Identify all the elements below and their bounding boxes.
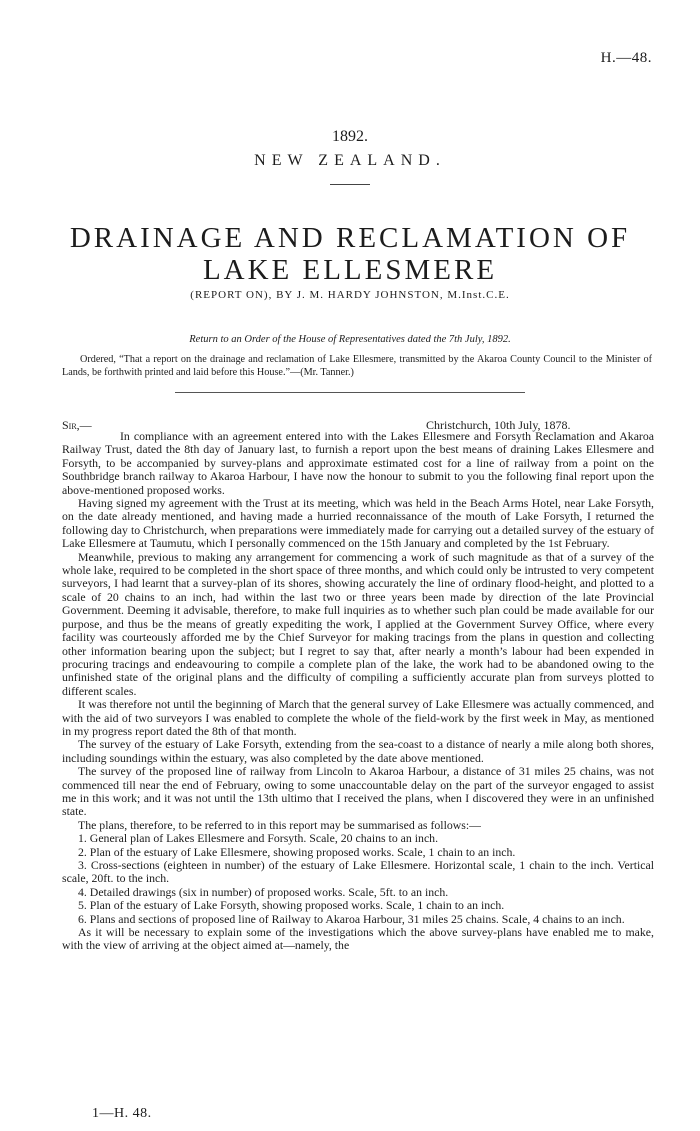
letter-salutation: Sir,— <box>62 418 92 432</box>
year-heading: 1892. <box>332 128 368 145</box>
plan-list-item: 2. Plan of the estuary of Lake Ellesmere, showing proposed works. Scale, 1 chain to an inch. <box>78 844 516 859</box>
paragraph: Meanwhile, previous to making any arrangement for commencing a work of such magnitude as that of a survey of the whole lake, required to be completed in the short space of three months, and which could only be intrusted to very competent surveyors, I had learnt that a survey-plan of its shores, showing accurately the line of ordinary flood-height, and plotted to a scale of 20 chains to an inch, had within the last two or three years been made by direction of the late Provincial Government. Deeming it advisable, therefore, to make full inquiries as to whether such plan could be made available for our purpose, and thus be the means of greatly expediting the work, I applied at the Government Survey Office, where every facility was courteously afforded me by the Chief Surveyor for making tracings from the plans in question and collecting other information bearing upon the subject; but I regret to say that, after nearly a month’s labour had been expended in procuring tracings and endeavouring to compile a complete plan of the lake, the work had to be abandoned owing to the unfinished state of the original plans and the difficulty of compiling a sufficiently accurate plan from surveys plotted to different scales. <box>62 549 654 698</box>
paragraph: It was therefore not until the beginning of March that the general survey of Lake Ellesmere was actually commenced, and with the aid of two surveyors I was enabled to complete the whole of the field-work by the first week in May, as mentioned in my progress report dated the 8th of that month. <box>62 697 654 738</box>
paragraph: Having signed my agreement with the Trust at its meeting, which was held in the Beach Arms Hotel, near Lake Forsyth, on the date already mentioned, and having made a hurried reconnaissance of the mouth of Lake Forsyth, I returned the following day to Christchurch, when preparations were immediately made for carrying out a detailed survey of the estuary of Lake Ellesmere at Taumutu, which I personally commenced on the 15th January and completed by the 1st February. <box>62 496 654 551</box>
short-divider <box>330 184 370 185</box>
paragraph: As it will be necessary to explain some of the investigations which the above survey-plans have enabled me to make, with the view of arriving at the object aimed at—namely, the <box>62 925 654 953</box>
plan-list-item: 5. Plan of the estuary of Lake Forsyth, showing proposed works. Scale, 1 chain to an inch. <box>78 898 505 913</box>
paragraph: In compliance with an agreement entered into with the Lakes Ellesmere and Forsyth Reclamation and Akaroa Railway Trust, dated the 8th day of January last, to furnish a report upon the best means of draining Lakes Ellesmere and Forsyth, to be accompanied by survey-plans and approximate estimated cost for a line of railway from a point on the Southbridge branch railway to Akaroa Harbour, I have now the honour to submit to you the following final report upon the above-mentioned proposed works. <box>62 429 654 497</box>
section-divider <box>175 392 525 393</box>
country-heading: NEW ZEALAND. <box>254 152 446 169</box>
plan-list-item: 4. Detailed drawings (six in number) of proposed works. Scale, 5ft. to an inch. <box>78 884 449 899</box>
paragraph: The survey of the proposed line of railway from Lincoln to Akaroa Harbour, a distance of 31 miles 25 chains, was not commenced till near the end of February, owing to some unaccountable delay on the part of the surveyor engaged to assist me in this work; and it was not until the 13th ultimo that I received the plans, when I discovered they were in an unfinished state. <box>62 764 654 819</box>
return-order-line: Return to an Order of the House of Representatives dated the 7th July, 1892. <box>189 334 511 345</box>
letter-body <box>62 430 654 953</box>
document-subtitle: (REPORT ON), BY J. M. HARDY JOHNSTON, M.Inst.C.E. <box>190 289 510 301</box>
footer-page-reference: 1—H. 48. <box>92 1106 152 1121</box>
document-title-line-2: LAKE ELLESMERE <box>202 254 498 286</box>
ordered-paragraph: Ordered, “That a report on the drainage and reclamation of Lake Ellesmere, transmitted by the Akaroa County Council to the Minister of Lands, be forthwith printed and laid before this House.”—(Mr. Tanner.) <box>62 354 652 378</box>
document-title-line-1: DRAINAGE AND RECLAMATION OF <box>69 222 631 254</box>
paragraph: The plans, therefore, to be referred to in this report may be summarised as follows:— <box>78 817 481 832</box>
letter-dateline: Christchurch, 10th July, 1878. <box>426 418 571 432</box>
plan-list-item: 3. Cross-sections (eighteen in number) of the estuary of Lake Ellesmere. Horizontal scale, 1 chain to the inch. Vertical scale, 20ft. to the inch. <box>62 858 654 886</box>
plan-list-item: 1. General plan of Lakes Ellesmere and Forsyth. Scale, 20 chains to an inch. <box>78 831 439 846</box>
plan-list-item: 6. Plans and sections of proposed line of Railway to Akaroa Harbour, 31 miles 25 chains. Scale, 4 chains to an inch. <box>78 911 625 926</box>
paragraph: The survey of the estuary of Lake Forsyth, extending from the sea-coast to a distance of nearly a mile along both shores, including soundings within the estuary, was also completed by the date above mentioned. <box>62 737 654 765</box>
page-reference: H.—48. <box>600 50 652 66</box>
plan-list <box>62 832 654 926</box>
